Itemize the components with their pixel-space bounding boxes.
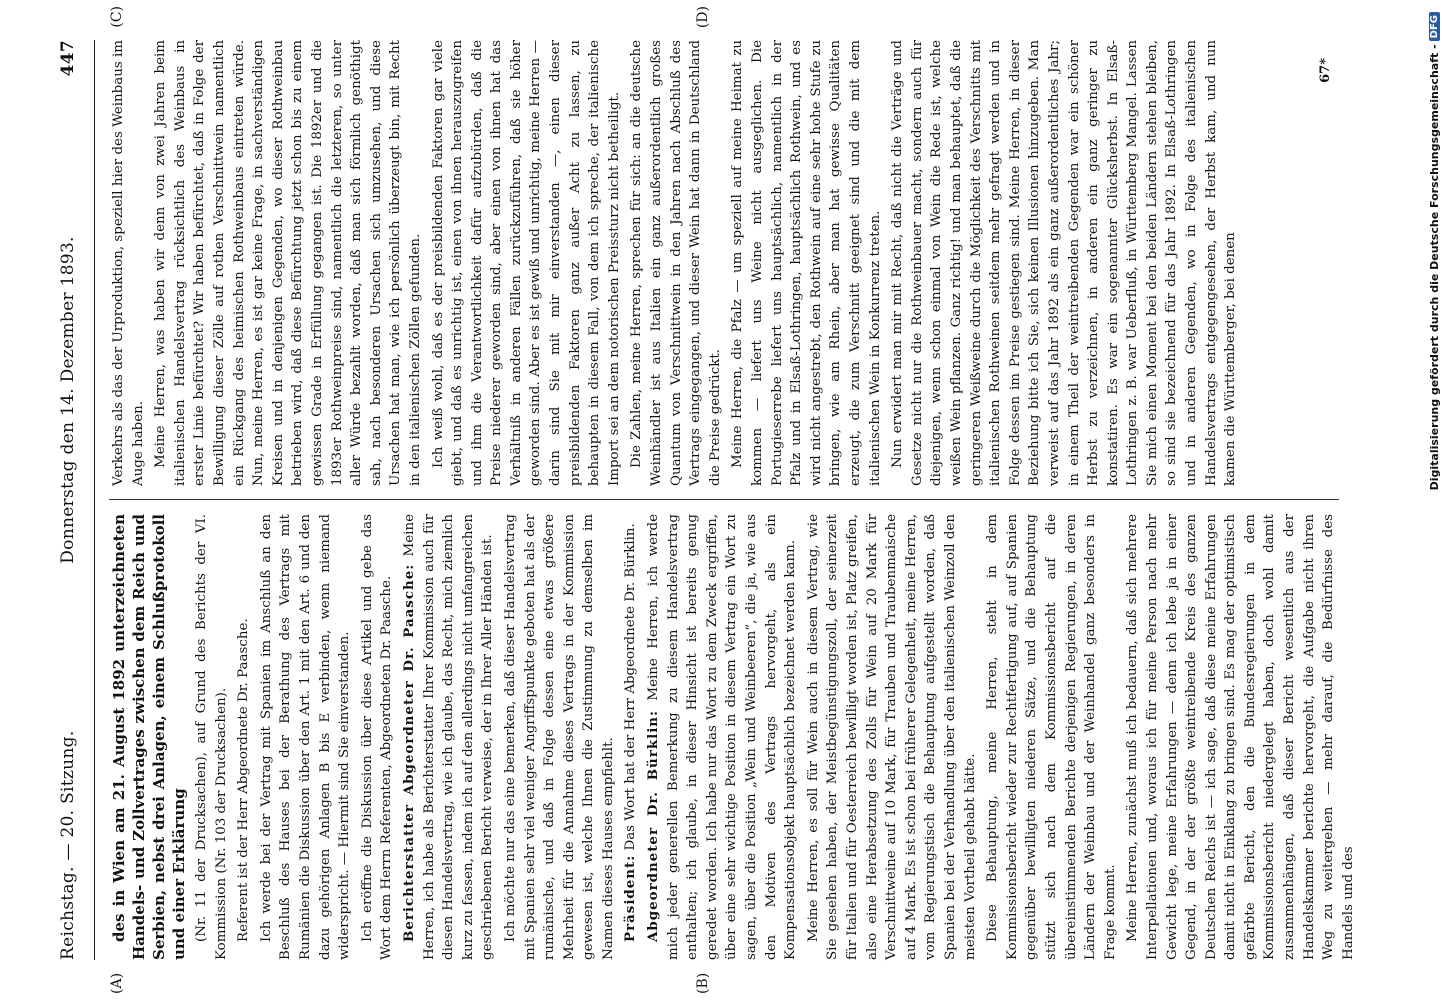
paragraph: Meine Herren, es soll für Wein auch in diesem Vertrag, wie Sie gesehen haben, der Meistbegünstigungszoll, der seinerzeit für Italien und für Oesterreich bewilligt worden ist, Platz greifen, also eine Herabsetzung des Zolls für Wein auf 20 Mark für Verschnittweine auf 10 Mark, für Trauben und Traubenmaische auf 4 Mark. Es ist schon bei früherer Gelegenheit, meine Herren, vom Regierungstisch die Behauptung aufgestellt worden, daß Spanien bei der Verhandlung über den italienischen Weinzoll den meisten Vortheil gehabt hätte. <box>805 514 978 960</box>
speech <box>621 514 641 960</box>
right-column <box>109 40 1339 486</box>
footer-text: Digitalisierung gefördert durch die Deutsche Forschungsgemeinschaft - <box>1427 44 1441 491</box>
margin-mark-c: (C) <box>109 6 125 28</box>
speech <box>644 514 801 960</box>
running-head <box>42 40 95 960</box>
running-head-left: Reichstag. — 20. Sitzung. <box>58 730 78 960</box>
paragraph: Ich eröffne die Diskussion über diese Artikel und gebe das Wort dem Herrn Referenten, Abgeordneten Dr. Paasche. <box>359 514 395 960</box>
speaker-name: Präsident: <box>622 854 639 942</box>
left-column <box>109 514 1356 960</box>
speech <box>400 514 498 960</box>
margin-mark-b: (B) <box>695 972 711 994</box>
speaker-name: Abgeordneter Dr. Bürklin: <box>645 710 662 942</box>
paragraph: Ich möchte nur das eine bemerken, daß dieser Handelsvertrag mit Spanien sehr viel weniger Angriffspunkte geboten hat als der rumänische, und daß in Folge dessen eine etwas größere Mehrheit für die Annahme dieses Vertrags in der Kommission gewesen ist, welche Ihnen die Zustimmung zu demselben im Namen dieses Hauses empfiehlt. <box>502 514 616 960</box>
paragraph: Diese Behauptung, meine Herren, steht in dem Kommissionsbericht wieder zur Rechtfertigung auf, auf Spanien gegenüber bewilligten niederen Sätze, und die Behauptung stützt sich nach dem Kommissionsbericht auf die übereinstimmenden Berichte derjenigen Regierungen, in deren Ländern der Weinbau und der Weinhandel ganz besonders in Frage kommt. <box>985 514 1118 960</box>
section-title: des in Wien am 21. August 1892 unterzeichneten Handels- und Zollvertrages zwischen dem Reich und Serbien, nebst drei Anlagen, einem Schlußprotokoll und einer Erklärung <box>110 514 188 960</box>
dfg-logo: DFG <box>1429 12 1440 41</box>
digitization-footer <box>1410 0 1441 1000</box>
paragraph: Die Zahlen, meine Herren, sprechen für sich: an die deutsche Weinhändler ist aus Italien ein ganz außerordentlich großes Quantum von Verschnittwein in den Jahren nach Abschluß des Vertrags eingegangen, und dieser Wein hat dann in Deutschland die Preise gedrückt. <box>629 40 723 486</box>
margin-mark-d: (D) <box>695 6 711 29</box>
column-divider <box>109 499 1339 500</box>
paragraph: Referent ist der Herr Abgeordnete Dr. Paasche. <box>236 618 252 942</box>
signature-mark: 67* <box>1318 58 1333 83</box>
speech-text: Meine Herren, ich habe als Berichterstatter Ihrer Kommission auch für diesen Handelsvertrag, wie ich glaube, das Recht, mich ziemlich kurz zu fassen, indem ich auf den allerdings nicht umfangreichen geschriebenen Bericht verweise, der in Ihrer Aller Händen ist. <box>401 514 496 960</box>
paragraph: Meine Herren, die Pfalz — um speziell auf meine Heimat zu kommen — liefert uns Weine nicht ausgeglichen. Die Portugieserrebe liefert uns hauptsächlich, namentlich in der Pfalz und in Elsaß-Lothringen, hauptsächlich Rothwein, und es wird nicht angestrebt, den Rothwein auf eine sehr hohe Stufe zu bringen, wie am Rhein, aber man hat gewisse Qualitäten erzeugt, die zum Verschnitt geeignet sind und die mit dem italienischen Wein in Konkurrenz treten. <box>730 40 883 486</box>
margin-mark-a: (A) <box>109 972 125 994</box>
text-columns <box>95 6 1356 994</box>
speech-text: Meine Herren, ich werde mich jeder generellen Bemerkung zu diesem Handelsvertrag enthalten; ich glaube, in dieser Hinsicht ist bereits genug geredet worden. Ich habe nur das Wort zu dem Zweck ergriffen, über eine sehr wichtige Position in diesem Vertrag ein Wort zu sagen, über die Position „Wein und Weinbeeren“, die ja, wie aus den Motiven des Vertrags hervorgeht, als ein Kompensationsobjekt hauptsächlich bezeichnet werden kann. <box>646 514 799 960</box>
paragraph: Meine Herren, zunächst muß ich bedauern, daß sich mehrere Interpellationen und, woraus ich für meine Person nach mehr Gewicht lege, meine Erfahrungen — denn ich lebe ja in einer Gegend, in der der größte weintreibende Kreis des ganzen Deutschen Reichs ist — ich sage, daß diese meine Erfahrungen damit nicht in Einklang zu bringen sind. Es mag der optimistisch gefärbte Bericht, den die Bundesregierungen in dem Kommissionsbericht niedergelegt haben, doch wohl damit zusammenhängen, daß dieser Bericht wesentlich aus der Handelskammer berichte hervorgeht, die Aufgabe nicht ihren Weg zu weitergehen — mehr darauf, die Bedürfnisse des Handels und des <box>1125 514 1356 960</box>
page-number: 447 <box>58 40 78 77</box>
paragraph: Ich weiß wohl, daß es der preisbildenden Faktoren gar viele giebt, und daß es unrichtig ist, einen von ihnen herauszugreifen und ihm die Verantwortlichkeit dafür aufzubürden, daß die Preise niederer geworden sind, aber einen von ihnen hat das Verhältniß in anderen Fällen zurückzuführen, daß sie höher geworden sind. Aber es ist gewiß und unrichtig, meine Herren — darin sind Sie mit mir einverstanden —, einen dieser preisbildenden Faktoren ganz außer Acht zu lassen, zu behaupten in diesem Fall, von dem ich spreche, der italienische Import sei an dem notorischen Preissturz nicht betheiligt. <box>430 40 622 486</box>
paragraph: Meine Herren, was haben wir denn von zwei Jahren beim italienischen Handelsvertrag rücksichtlich des Weinbaus in erster Linie befürchtet? Wir haben befürchtet, daß in Folge der Bewilligung dieser Zölle auf rothen Verschnittwein namentlich ein Rückgang des heimischen Rothweinbaus eintreten würde. Nun, meine Herren, es ist gar keine Frage, in sachverständigen Kreisen und in denjenigen Gegenden, wo dieser Rothweinbau betrieben wird, daß diese Befürchtung jetzt schon bis zu einem gewissen Grade in Erfüllung gegangen ist. Die 1892er und die 1893er Rothweinpreise sind, namentlich die letzteren, so unter aller Würde bezahlt worden, daß man sich förmlich genöthigt sah, nach besonderen Ursachen sich umzusehen, und diese Ursachen hat man, wie ich persönlich überzeugt bin, mit Recht in den italienischen Zöllen gefunden. <box>153 40 423 486</box>
paragraph: Ich werde bei der Vertrag mit Spanien im Anschluß an den Beschluß des Hauses bei der Berathung des Vertrags mit Rumänien die Diskussion über den Art. 1 mit den Art. 6 und den dazu gehörigen Anlagen B bis E verbinden, wenn niemand widerspricht. — Hiermit sind Sie einverstanden. <box>258 514 353 960</box>
running-head-date: Donnerstag den 14. Dezember 1893. <box>58 236 78 564</box>
document-page <box>36 0 1396 1000</box>
paragraph: Nun erwidert man mir mit Recht, daß nicht die Verträge und Gesetze nicht nur die Rothweinbauer macht, sondern auch für diejenigen, wenn schon einmal von Wein die Rede ist, welche weißen Wein pflanzen. Ganz richtig! und man behauptet, daß die geringeren Weißweine durch die Möglichkeit des Verschnitts mit italienischen Rothweinen seitdem mehr gefragt werden und in Folge dessen im Preise gestiegen sind. Meine Herren, in dieser Beziehung bitte ich Sie, sich keinen Illusionen hinzugeben. Man verweist auf das Jahr 1892 als ein ganz außerordentliches Jahr; in einem Theil der weintreibenden Gegenden war ein schöner Herbst zu verzeichnen, in anderen ein ganz geringer zu konstatiren. Es war ein sogenannter Glücksherbst. In Elsaß-Lothringen z. B. war Ueberfluß, in Württemberg Mangel. Lassen Sie mich einen Moment bei den beiden Ländern stehen bleiben, so sind sie bezeichnend für das Jahr 1892. In Elsaß-Lothringen und in anderen Gegenden, wo in Folge des italienischen Handelsvertrags entgegengesehen, der Herbst kam, und nun kamen die Württemberger, bei denen <box>890 40 1239 486</box>
speaker-name: Berichterstatter Abgeordneter Dr. Paasche: <box>400 563 417 942</box>
paragraph: Verkehrs als das der Urproduktion, speziell hier des Weinbaus im Auge haben. <box>111 40 146 486</box>
speech-text: Das Wort hat der Herr Abgeordnete Dr. Bürklin. <box>623 523 639 851</box>
citation: (Nr. 11 der Drucksachen), auf Grund des Berichts der VI. Kommission (Nr. 103 der Drucksachen). <box>194 514 229 960</box>
